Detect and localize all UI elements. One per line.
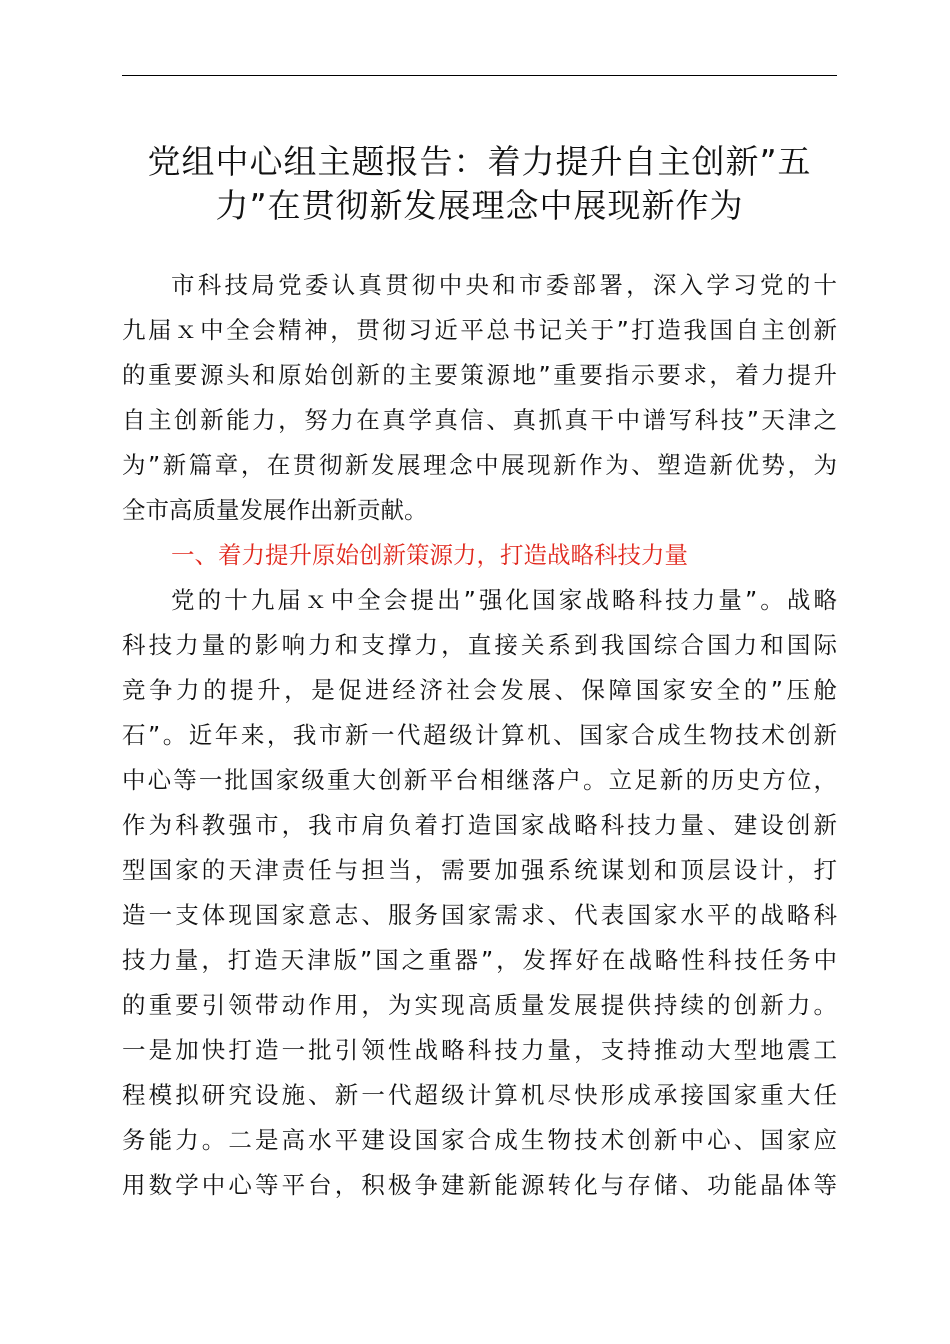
paragraph-line: 为”新篇章，在贯彻新发展理念中展现新作为、塑造新优势，为: [122, 451, 837, 479]
paragraph-line: 竞争力的提升，是促进经济社会发展、保障国家安全的”压舱: [122, 676, 837, 704]
header-rule: [122, 75, 837, 76]
paragraph-line: 市科技局党委认真贯彻中央和市委部署，深入学习党的十: [171, 271, 837, 299]
paragraph-line: 的重要源头和原始创新的主要策源地”重要指示要求，着力提升: [122, 361, 837, 389]
paragraph-line: 党的十九届ｘ中全会提出”强化国家战略科技力量”。战略: [171, 586, 837, 614]
paragraph-line: 作为科教强市，我市肩负着打造国家战略科技力量、建设创新: [122, 811, 837, 839]
paragraph-line: 自主创新能力，努力在真学真信、真抓真干中谱写科技”天津之: [122, 406, 837, 434]
paragraph-line: 造一支体现国家意志、服务国家需求、代表国家水平的战略科: [122, 901, 837, 929]
paragraph-line: 一是加快打造一批引领性战略科技力量，支持推动大型地震工: [122, 1036, 837, 1064]
paragraph-line: 全市高质量发展作出新贡献。: [122, 496, 428, 524]
paragraph-line: 科技力量的影响力和支撑力，直接关系到我国综合国力和国际: [122, 631, 837, 659]
paragraph-line: 九届ｘ中全会精神，贯彻习近平总书记关于”打造我国自主创新: [122, 316, 837, 344]
paragraph-line: 务能力。二是高水平建设国家合成生物技术创新中心、国家应: [122, 1126, 837, 1154]
paragraph-line: 石”。近年来，我市新一代超级计算机、国家合成生物技术创新: [122, 721, 837, 749]
paragraph-line: 型国家的天津责任与担当，需要加强系统谋划和顶层设计，打: [122, 856, 837, 884]
title-line: 党组中心组主题报告：着力提升自主创新”五: [147, 142, 812, 181]
section-heading: 一、着力提升原始创新策源力，打造战略科技力量: [171, 541, 688, 569]
paragraph-line: 技力量，打造天津版”国之重器”，发挥好在战略性科技任务中: [122, 946, 837, 974]
paragraph-line: 用数学中心等平台，积极争建新能源转化与存储、功能晶体等: [122, 1171, 837, 1199]
document-title: [122, 140, 837, 228]
paragraph-line: 中心等一批国家级重大创新平台相继落户。立足新的历史方位，: [122, 766, 837, 794]
paragraph-line: 的重要引领带动作用，为实现高质量发展提供持续的创新力。: [122, 991, 837, 1019]
paragraph-line: 程模拟研究设施、新一代超级计算机尽快形成承接国家重大任: [122, 1081, 837, 1109]
document-body: [122, 263, 837, 1208]
title-line: 力”在贯彻新发展理念中展现新作为: [215, 186, 744, 225]
